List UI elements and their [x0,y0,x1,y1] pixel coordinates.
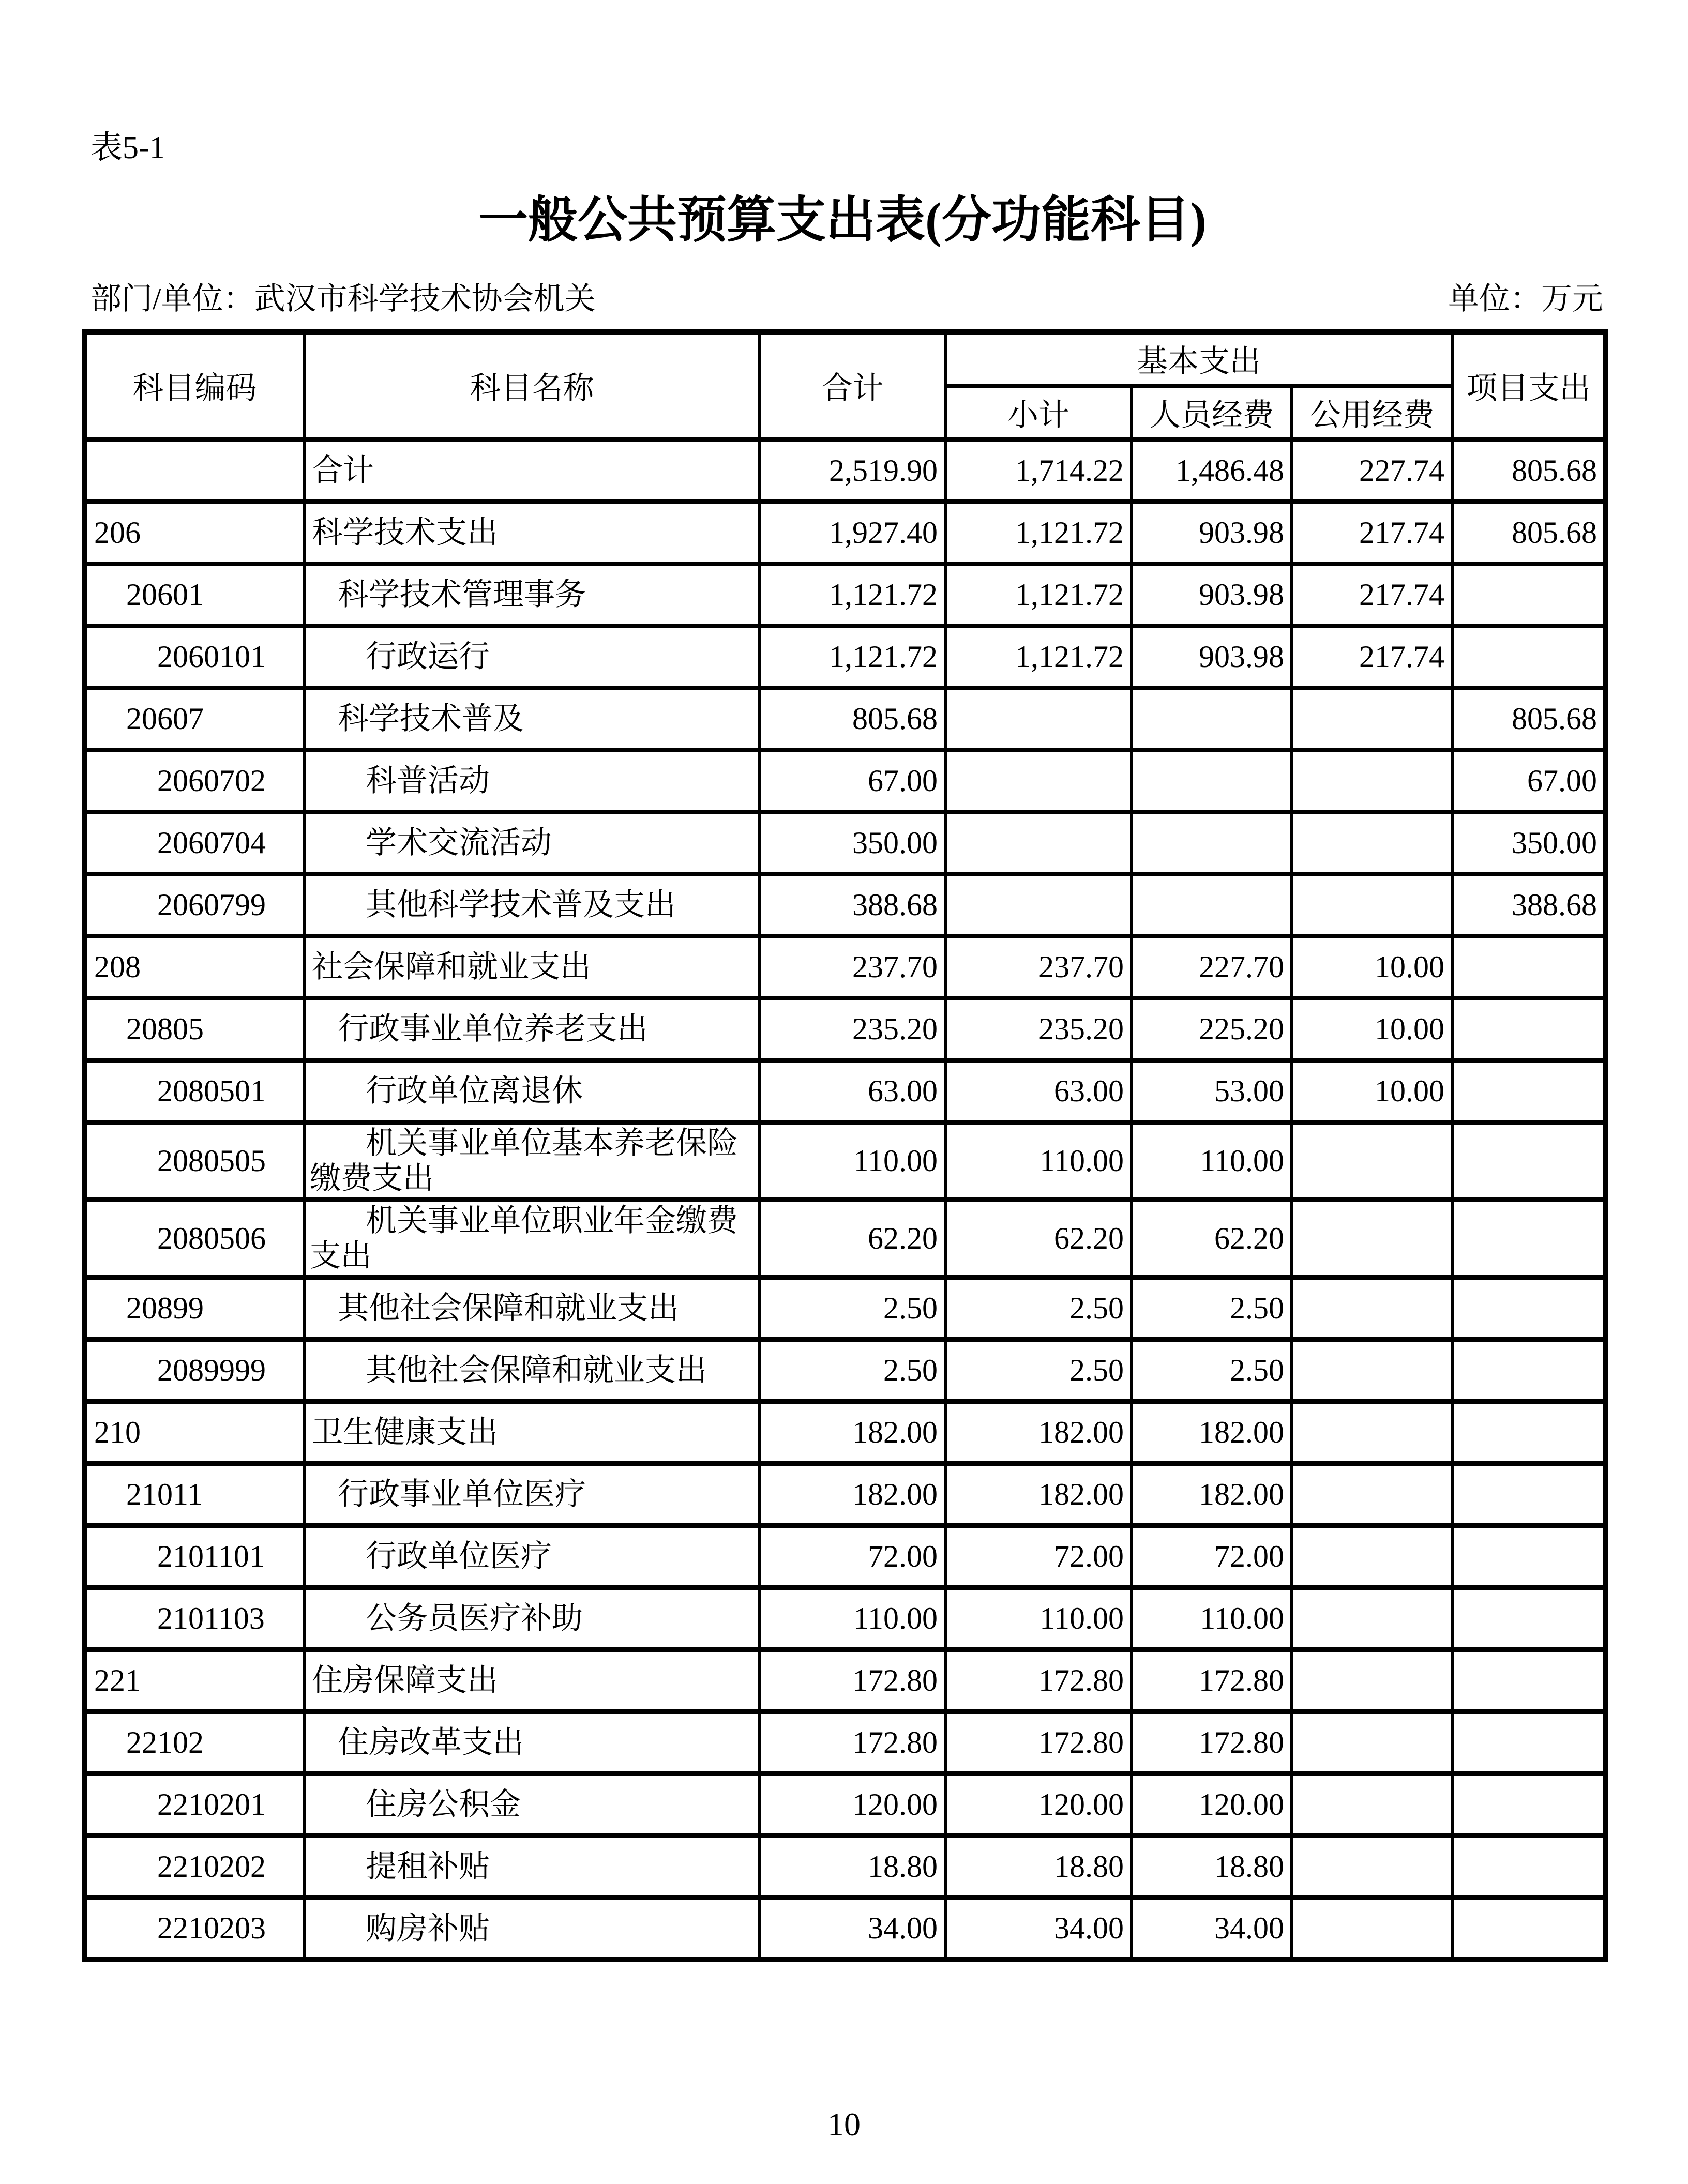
cell-name: 行政单位离退休 [304,1060,760,1122]
cell-code: 20805 [84,998,304,1060]
cell-project [1452,936,1606,998]
cell-public: 10.00 [1292,1060,1452,1122]
cell-subtotal [945,750,1132,812]
cell-subtotal: 72.00 [945,1525,1132,1587]
cell-public [1292,1339,1452,1401]
cell-name: 购房补贴 [304,1898,760,1960]
cell-name: 学术交流活动 [304,812,760,874]
cell-subtotal: 1,121.72 [945,502,1132,564]
cell-public [1292,688,1452,750]
cell-project [1452,1401,1606,1463]
cell-public [1292,1463,1452,1525]
header-row-1 [84,332,1606,386]
cell-public: 10.00 [1292,936,1452,998]
cell-total: 72.00 [760,1525,945,1587]
cell-personnel: 110.00 [1132,1587,1292,1649]
cell-personnel [1132,750,1292,812]
cell-project: 805.68 [1452,688,1606,750]
cell-project [1452,1463,1606,1525]
cell-total: 120.00 [760,1773,945,1836]
cell-personnel: 2.50 [1132,1339,1292,1401]
cell-name: 行政事业单位养老支出 [304,998,760,1060]
cell-code: 2210203 [84,1898,304,1960]
unit-label: 单位：万元 [1448,282,1603,316]
cell-project [1452,1525,1606,1587]
cell-subtotal [945,874,1132,936]
cell-project [1452,1836,1606,1898]
table-row [84,564,1606,626]
cell-name: 行政运行 [304,626,760,688]
cell-subtotal: 237.70 [945,936,1132,998]
cell-personnel: 182.00 [1132,1401,1292,1463]
cell-personnel [1132,874,1292,936]
cell-subtotal: 110.00 [945,1122,1132,1200]
cell-name: 卫生健康支出 [304,1401,760,1463]
cell-total: 172.80 [760,1711,945,1773]
cell-total: 182.00 [760,1463,945,1525]
cell-code: 2060702 [84,750,304,812]
cell-total: 62.20 [760,1200,945,1277]
cell-personnel: 53.00 [1132,1060,1292,1122]
cell-code: 20601 [84,564,304,626]
table-row [84,1122,1606,1200]
cell-code: 21011 [84,1463,304,1525]
table-row [84,1277,1606,1339]
cell-personnel: 34.00 [1132,1898,1292,1960]
cell-personnel [1132,812,1292,874]
cell-project: 805.68 [1452,502,1606,564]
cell-name: 科学技术管理事务 [304,564,760,626]
cell-project [1452,1122,1606,1200]
cell-name: 科普活动 [304,750,760,812]
cell-personnel: 172.80 [1132,1711,1292,1773]
budget-table [82,329,1608,1962]
cell-subtotal: 172.80 [945,1649,1132,1711]
cell-total: 237.70 [760,936,945,998]
cell-project [1452,1649,1606,1711]
table-row [84,439,1606,502]
cell-public [1292,1200,1452,1277]
cell-total: 2.50 [760,1339,945,1401]
cell-subtotal: 182.00 [945,1463,1132,1525]
cell-public [1292,1649,1452,1711]
cell-name: 合计 [304,439,760,502]
col-header-code: 科目编码 [84,332,304,439]
cell-subtotal: 110.00 [945,1587,1132,1649]
table-row [84,1401,1606,1463]
cell-subtotal: 34.00 [945,1898,1132,1960]
cell-personnel: 110.00 [1132,1122,1292,1200]
table-row [84,1525,1606,1587]
col-header-personnel: 人员经费 [1132,386,1292,439]
cell-subtotal: 2.50 [945,1277,1132,1339]
cell-code: 2060799 [84,874,304,936]
cell-subtotal: 172.80 [945,1711,1132,1773]
cell-name: 机关事业单位职业年金缴费支出 [304,1200,760,1277]
cell-total: 2,519.90 [760,439,945,502]
cell-project: 805.68 [1452,439,1606,502]
cell-total: 63.00 [760,1060,945,1122]
cell-total: 388.68 [760,874,945,936]
cell-project [1452,1339,1606,1401]
table-row [84,812,1606,874]
cell-code: 221 [84,1649,304,1711]
cell-personnel: 903.98 [1132,564,1292,626]
table-row [84,1060,1606,1122]
meta-line [82,280,1603,317]
table-row [84,750,1606,812]
cell-code: 2060101 [84,626,304,688]
cell-public [1292,1711,1452,1773]
table-row [84,1200,1606,1277]
cell-project: 350.00 [1452,812,1606,874]
cell-project [1452,1060,1606,1122]
cell-code: 2101103 [84,1587,304,1649]
cell-project: 67.00 [1452,750,1606,812]
cell-project [1452,1277,1606,1339]
cell-code: 2210202 [84,1836,304,1898]
cell-project [1452,1200,1606,1277]
cell-personnel: 72.00 [1132,1525,1292,1587]
cell-public: 10.00 [1292,998,1452,1060]
table-header [84,332,1606,439]
cell-total: 1,121.72 [760,564,945,626]
table-row [84,1773,1606,1836]
cell-code: 208 [84,936,304,998]
cell-total: 805.68 [760,688,945,750]
cell-project: 388.68 [1452,874,1606,936]
cell-public [1292,1587,1452,1649]
cell-code: 2089999 [84,1339,304,1401]
cell-public [1292,750,1452,812]
table-row [84,1649,1606,1711]
cell-total: 1,927.40 [760,502,945,564]
cell-name: 其他社会保障和就业支出 [304,1339,760,1401]
cell-code [84,439,304,502]
cell-code: 2080506 [84,1200,304,1277]
cell-project [1452,1773,1606,1836]
cell-subtotal: 1,714.22 [945,439,1132,502]
cell-public: 227.74 [1292,439,1452,502]
cell-personnel: 172.80 [1132,1649,1292,1711]
cell-public [1292,1898,1452,1960]
cell-name: 科学技术普及 [304,688,760,750]
table-row [84,626,1606,688]
cell-code: 2080501 [84,1060,304,1122]
cell-personnel: 903.98 [1132,502,1292,564]
cell-subtotal: 2.50 [945,1339,1132,1401]
cell-code: 2101101 [84,1525,304,1587]
cell-code: 210 [84,1401,304,1463]
cell-public: 217.74 [1292,502,1452,564]
cell-subtotal: 18.80 [945,1836,1132,1898]
cell-total: 172.80 [760,1649,945,1711]
cell-public: 217.74 [1292,626,1452,688]
col-header-public: 公用经费 [1292,386,1452,439]
cell-name: 住房保障支出 [304,1649,760,1711]
cell-subtotal: 1,121.72 [945,564,1132,626]
cell-name: 机关事业单位基本养老保险缴费支出 [304,1122,760,1200]
cell-name: 提租补贴 [304,1836,760,1898]
table-row [84,1463,1606,1525]
department-label: 部门/单位：武汉市科学技术协会机关 [91,282,596,316]
table-row [84,936,1606,998]
cell-project [1452,626,1606,688]
cell-code: 2080505 [84,1122,304,1200]
cell-subtotal: 235.20 [945,998,1132,1060]
col-header-name: 科目名称 [304,332,760,439]
cell-total: 110.00 [760,1587,945,1649]
cell-personnel: 2.50 [1132,1277,1292,1339]
cell-public [1292,1122,1452,1200]
cell-subtotal: 62.20 [945,1200,1132,1277]
cell-public [1292,1836,1452,1898]
cell-public [1292,812,1452,874]
cell-code: 20607 [84,688,304,750]
cell-code: 206 [84,502,304,564]
cell-total: 2.50 [760,1277,945,1339]
table-row [84,1711,1606,1773]
col-header-basic-group: 基本支出 [945,332,1452,386]
cell-name: 行政事业单位医疗 [304,1463,760,1525]
cell-personnel: 227.70 [1132,936,1292,998]
cell-name: 其他科学技术普及支出 [304,874,760,936]
cell-public [1292,1277,1452,1339]
cell-subtotal: 120.00 [945,1773,1132,1836]
cell-total: 67.00 [760,750,945,812]
cell-subtotal: 182.00 [945,1401,1132,1463]
cell-subtotal: 63.00 [945,1060,1132,1122]
cell-name: 住房改革支出 [304,1711,760,1773]
cell-public [1292,874,1452,936]
cell-public [1292,1401,1452,1463]
cell-personnel: 120.00 [1132,1773,1292,1836]
table-row [84,688,1606,750]
cell-total: 110.00 [760,1122,945,1200]
cell-code: 20899 [84,1277,304,1339]
cell-personnel: 18.80 [1132,1836,1292,1898]
cell-project [1452,564,1606,626]
cell-personnel: 903.98 [1132,626,1292,688]
cell-public: 217.74 [1292,564,1452,626]
cell-personnel: 62.20 [1132,1200,1292,1277]
col-header-total: 合计 [760,332,945,439]
table-row [84,998,1606,1060]
table-row [84,1339,1606,1401]
cell-subtotal [945,688,1132,750]
table-row [84,502,1606,564]
col-header-subtotal: 小计 [945,386,1132,439]
table-row [84,1587,1606,1649]
page-title: 一般公共预算支出表(分功能科目) [478,192,1207,248]
col-header-project: 项目支出 [1452,332,1606,439]
table-body [84,439,1606,1960]
cell-name: 公务员医疗补助 [304,1587,760,1649]
cell-personnel: 182.00 [1132,1463,1292,1525]
cell-total: 182.00 [760,1401,945,1463]
cell-total: 235.20 [760,998,945,1060]
cell-total: 18.80 [760,1836,945,1898]
cell-name: 科学技术支出 [304,502,760,564]
page-number: 10 [827,2106,861,2143]
cell-project [1452,1587,1606,1649]
cell-name: 社会保障和就业支出 [304,936,760,998]
cell-public [1292,1525,1452,1587]
cell-subtotal [945,812,1132,874]
cell-personnel: 1,486.48 [1132,439,1292,502]
cell-name: 其他社会保障和就业支出 [304,1277,760,1339]
cell-project [1452,1898,1606,1960]
cell-personnel: 225.20 [1132,998,1292,1060]
cell-code: 2210201 [84,1773,304,1836]
table-row [84,1836,1606,1898]
cell-code: 22102 [84,1711,304,1773]
cell-total: 1,121.72 [760,626,945,688]
cell-code: 2060704 [84,812,304,874]
cell-total: 34.00 [760,1898,945,1960]
cell-project [1452,1711,1606,1773]
sheet-label: 表5-1 [91,130,165,165]
cell-name: 住房公积金 [304,1773,760,1836]
cell-public [1292,1773,1452,1836]
table-row [84,1898,1606,1960]
cell-personnel [1132,688,1292,750]
table-row [84,874,1606,936]
cell-total: 350.00 [760,812,945,874]
cell-subtotal: 1,121.72 [945,626,1132,688]
cell-project [1452,998,1606,1060]
cell-name: 行政单位医疗 [304,1525,760,1587]
